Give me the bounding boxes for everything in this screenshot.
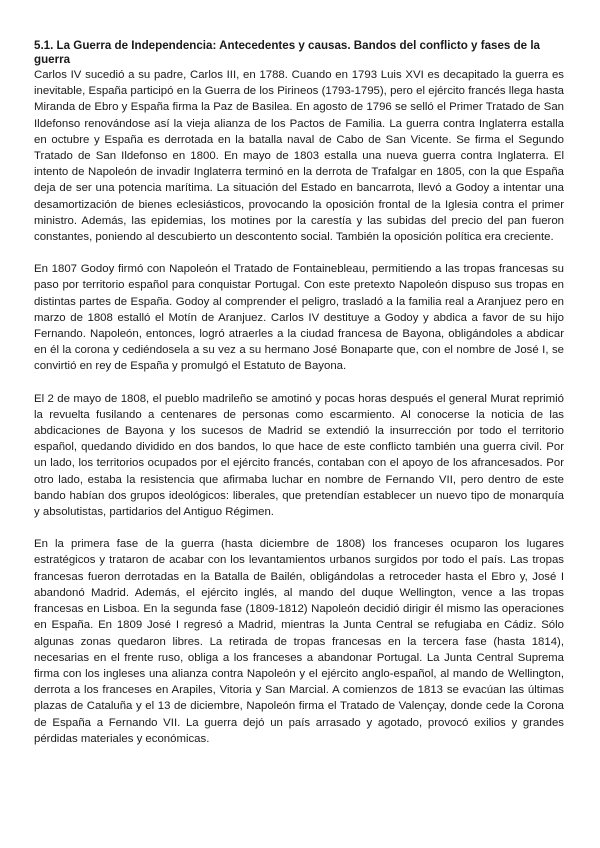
paragraph-bandos: El 2 de mayo de 1808, el pueblo madrileño se amotinó y pocas horas después el general Murat reprimió la revuelta fusilando a centenares de personas como escarmiento. Al conocerse la noticia de las abdicaciones de Bayona y los sucesos de Madrid se extendió la insurrección por todo el territorio español, quedando dividido en dos bandos, lo que hace de este conflicto también una guerra civil. Por un lado, los territorios ocupados por el ejército francés, contaban con el apoyo de los afrancesados. Por otro lado, estaba la resistencia que afirmaba luchar en nombre de Fernando VII, pero dentro de este bando habían dos grupos ideológicos: liberales, que pretendían establecer un nuevo tipo de monarquía y absolutistas, partidarios del Antiguo Régimen. xyxy=(34,392,564,519)
paragraph-fases: En la primera fase de la guerra (hasta diciembre de 1808) los franceses ocuparon los lugares estratégicos y trataron de acabar con los levantamientos urbanos surgidos por todo el país. Las tropas francesas fueron derrotadas en la Batalla de Bailén, obligándolas a retroceder hasta el Ebro y, José I abandonó Madrid. Además, el ejército inglés, al mando del duque Wellington, vence a las tropas francesas en Lisboa. En la segunda fase (1809-1812) Napoleón decidió dirigir él mismo las operaciones en España. En 1809 José I regresó a Madrid, mientras la Junta Central se refugiaba en Cádiz. Sólo algunas zonas quedaron libres. La retirada de tropas francesas en la tercera fase (hasta 1814), necesarias en el frente ruso, obliga a los franceses a abandonar Portugal. La Junta Central Suprema firma con los ingleses una alianza contra Napoleón y el ejército anglo-español, al mando de Wellington, derrota a los franceses en Arapiles, Vitoria y San Marcial. A comienzos de 1813 se evacúan las últimas plazas de Cataluña y el 13 de diciembre, Napoleón firma el Tratado de Valençay, donde cede la Corona de España a Fernando VII. La guerra dejó un país arrasado y agotado, provocó exilios y grandes pérdidas materiales y económicas. xyxy=(34,538,564,745)
paragraph-antecedentes: Carlos IV sucedió a su padre, Carlos III, en 1788. Cuando en 1793 Luis XVI es decapitado la guerra es inevitable, España participó en la Guerra de los Pirineos (1793-1795), pero el ejército francés llega hasta Miranda de Ebro y España firma la Paz de Basilea. En agosto de 1796 se selló el Primer Tratado de San Ildefonso renovándose así la vieja alianza de los Pactos de Familia. La guerra contra Inglaterra estalla en octubre y España es derrotada en la batalla naval de Cabo de San Vicente. Se firma el Segundo Tratado de San Ildefonso en 1800. En mayo de 1803 estalla una nueva guerra contra Inglaterra. El intento de Napoleón de invadir Inglaterra terminó en la derrota de Trafalgar en 1805, con la que España deja de ser una potencia marítima. La situación del Estado en bancarrota, llevó a Godoy a intentar una desamortización de bienes eclesiásticos, provocando la oposición frontal de la Iglesia contra el primer ministro. Además, las epidemias, los motines por la carestía y las subidas del precio del pan fueron constantes, poniendo al descubierto un descontento social. También la oposición política era creciente. xyxy=(34,69,564,244)
paragraph-fontainebleau: En 1807 Godoy firmó con Napoleón el Tratado de Fontainebleau, permitiendo a las tropas francesas su paso por territorio español para conquistar Portugal. Con este pretexto Napoleón dispuso sus tropas en distintas partes de España. Godoy al comprender el peligro, trasladó a la familia real a Aranjuez pero en marzo de 1808 estalló el Motín de Aranjuez. Carlos IV destituye a Godoy y abdica a favor de su hijo Fernando. Napoleón, entonces, logró atraerles a la ciudad francesa de Bayona, obligándoles a abdicar en él la corona y cediéndosela a su vez a su hermano José Bonaparte que, con el nombre de José I, se convirtió en rey de España y promulgó el Estatuto de Bayona. xyxy=(34,263,564,373)
paragraph-spacer xyxy=(34,520,564,536)
paragraph-spacer xyxy=(34,245,564,261)
document-page xyxy=(34,39,564,747)
document-title: 5.1. La Guerra de Independencia: Antecedentes y causas. Bandos del conflicto y fases de la guerra xyxy=(34,39,541,66)
paragraph-spacer xyxy=(34,375,564,391)
